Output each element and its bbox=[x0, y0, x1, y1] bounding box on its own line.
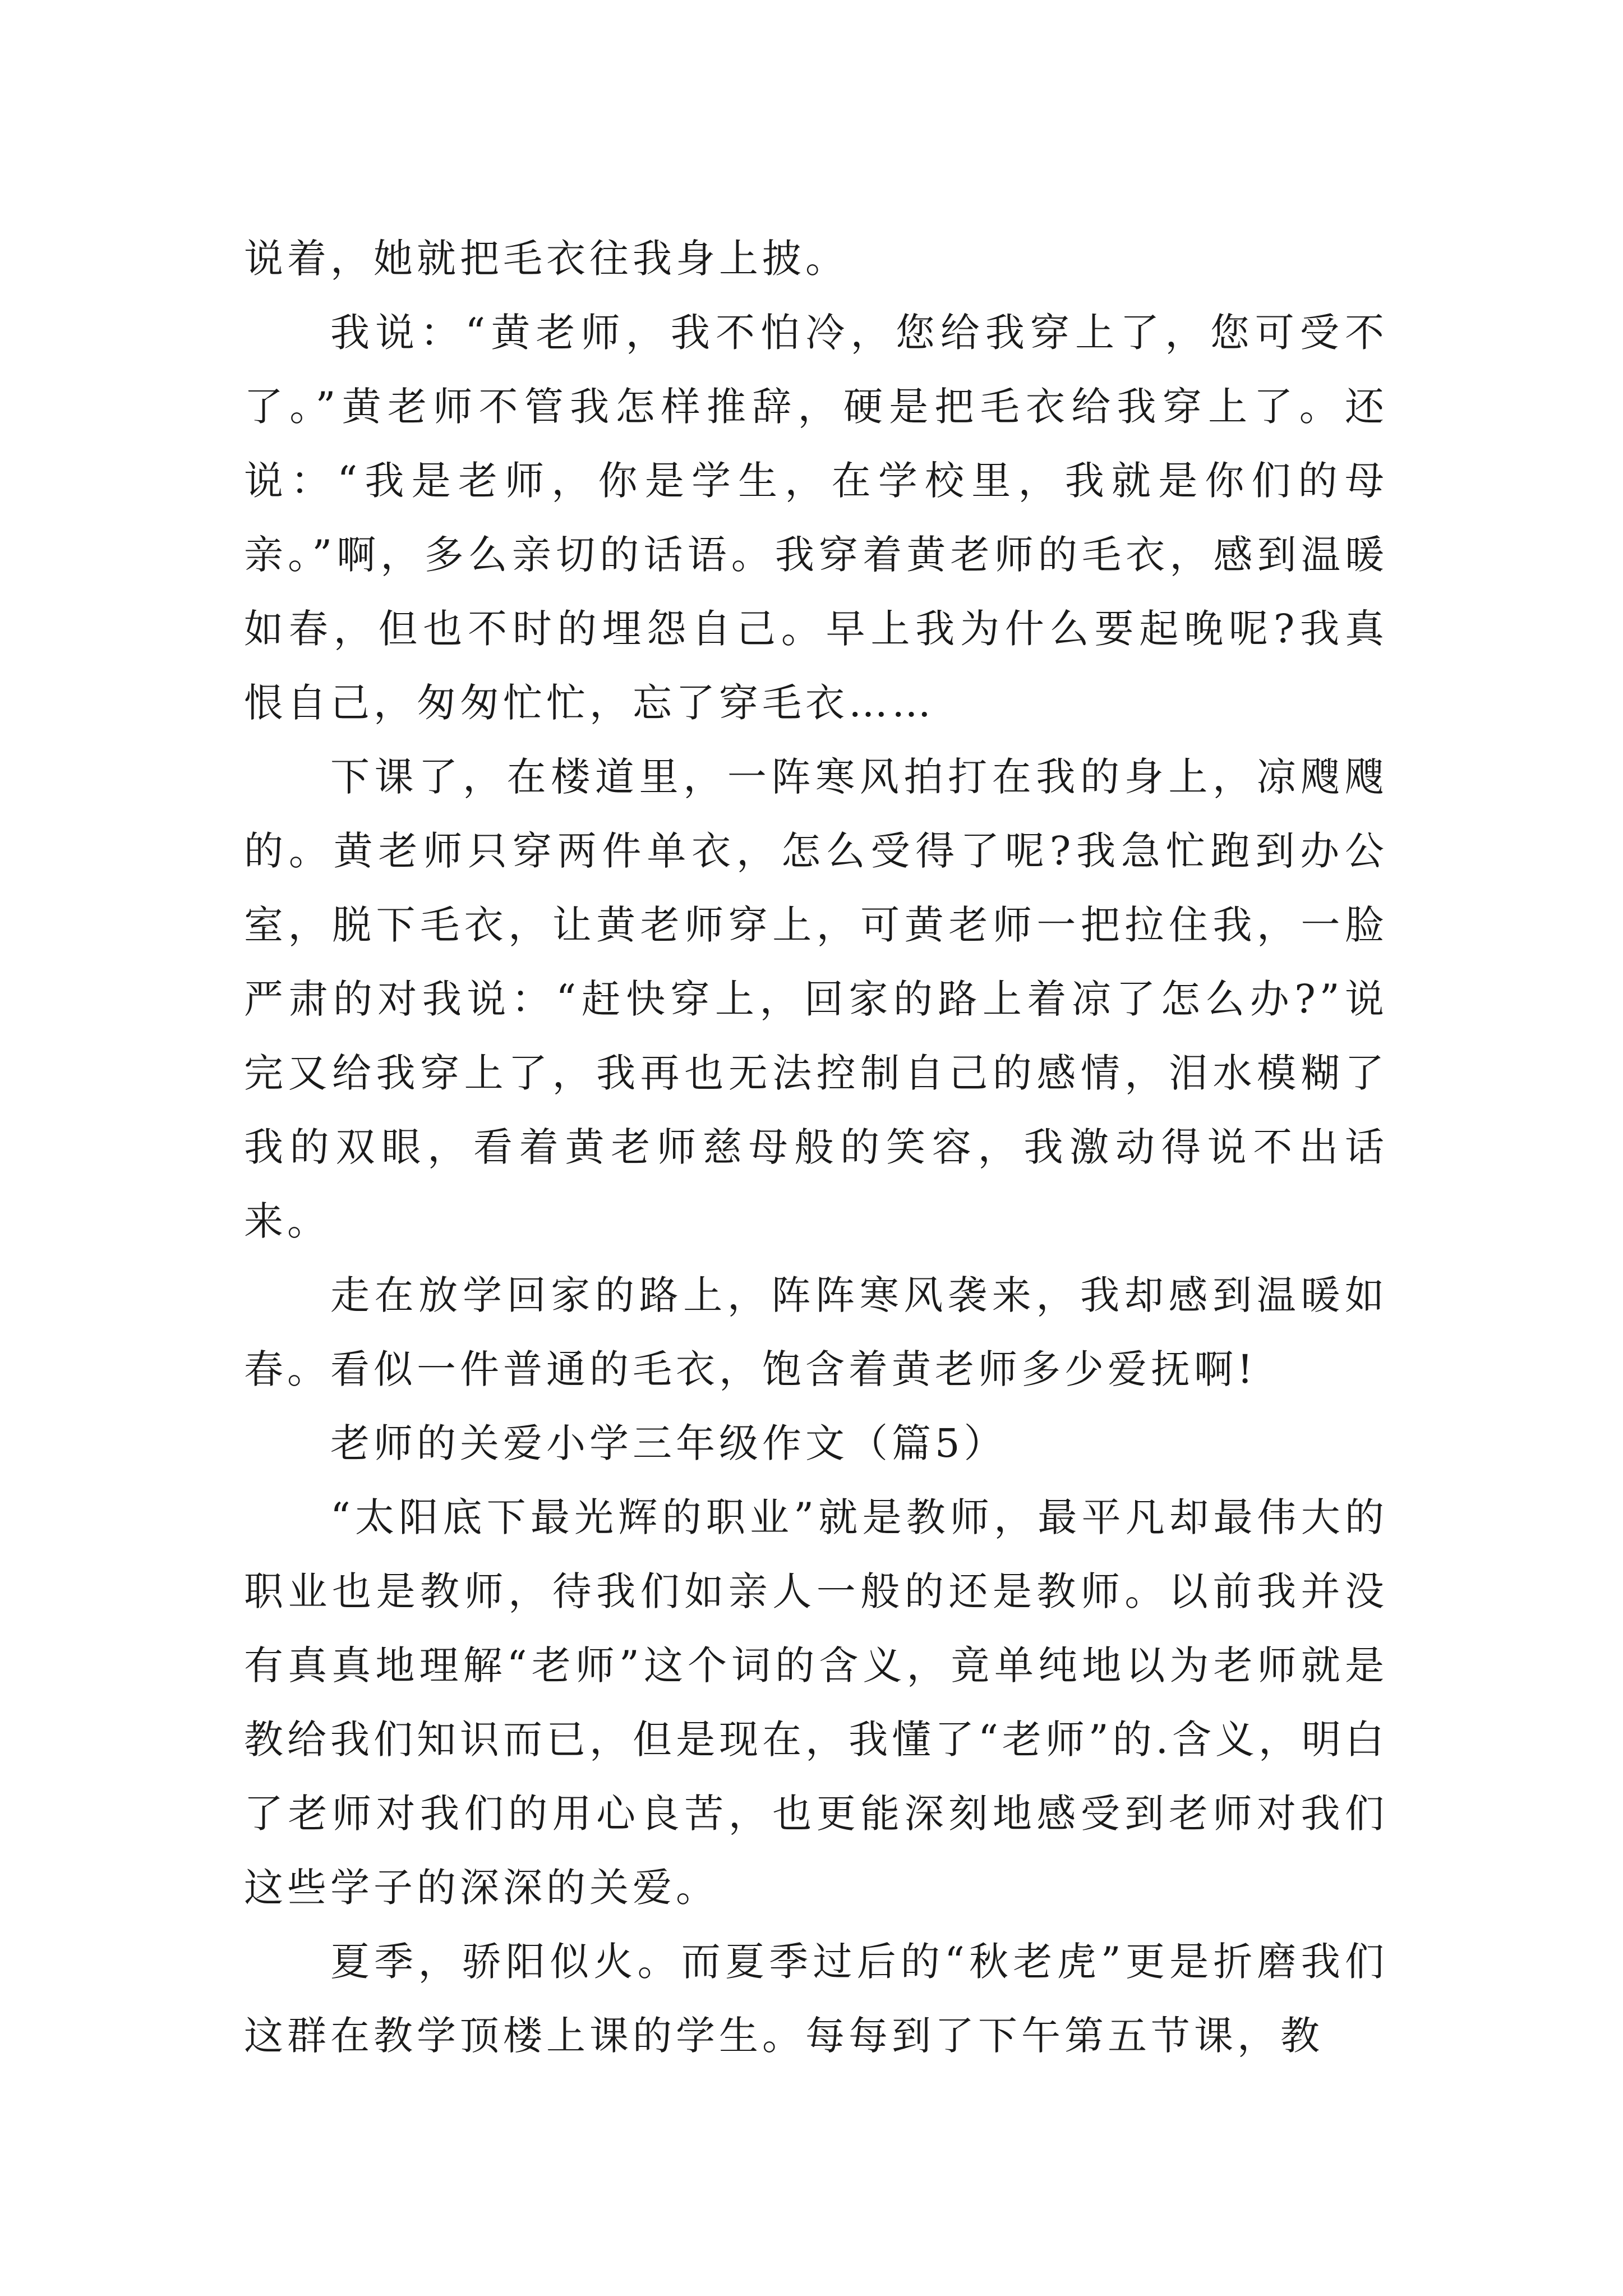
paragraph: 下课了，在楼道里，一阵寒风拍打在我的身上，凉飕飕的。黄老师只穿两件单衣，怎么受得了呢?我急忙跑到办公室，脱下毛衣，让黄老师穿上，可黄老师一把拉住我，一脸严肃的对我说：“赶快穿上，回家的路上着凉了怎么办?”说完又给我穿上了，我再也无法控制自己的感情，泪水模糊了我的双眼，看着黄老师慈母般的笑容，我激动得说不出话来。 bbox=[244, 754, 1388, 1244]
paragraph: “太阳底下最光辉的职业”就是教师，最平凡却最伟大的职业也是教师，待我们如亲人一般的还是教师。以前我并没有真真地理解“老师”这个词的含义，竟单纯地以为老师就是教给我们知识而已，但是现在，我懂了“老师”的.含义，明白了老师对我们的用心良苦，也更能深刻地感受到老师对我们这些学子的深深的关爱。 bbox=[244, 1494, 1388, 1911]
paragraph: 夏季，骄阳似火。而夏季过后的“秋老虎”更是折磨我们这群在教学顶楼上课的学生。每每到了下午第五节课，教 bbox=[244, 1939, 1388, 2059]
article-body bbox=[244, 222, 1388, 2073]
section-heading: 老师的关爱小学三年级作文（篇5） bbox=[330, 1420, 1007, 1466]
paragraph-continuation: 说着，她就把毛衣往我身上披。 bbox=[244, 236, 849, 282]
paragraph: 走在放学回家的路上，阵阵寒风袭来，我却感到温暖如春。看似一件普通的毛衣，饱含着黄老师多少爱抚啊! bbox=[244, 1272, 1388, 1392]
paragraph: 我说：“黄老师，我不怕冷，您给我穿上了，您可受不了。”黄老师不管我怎样推辞，硬是把毛衣给我穿上了。还说：“我是老师，你是学生，在学校里，我就是你们的母亲。”啊，多么亲切的话语。我穿着黄老师的毛衣，感到温暖如春，但也不时的埋怨自己。早上我为什么要起晚呢?我真恨自己，匆匆忙忙，忘了穿毛衣…… bbox=[244, 310, 1388, 726]
